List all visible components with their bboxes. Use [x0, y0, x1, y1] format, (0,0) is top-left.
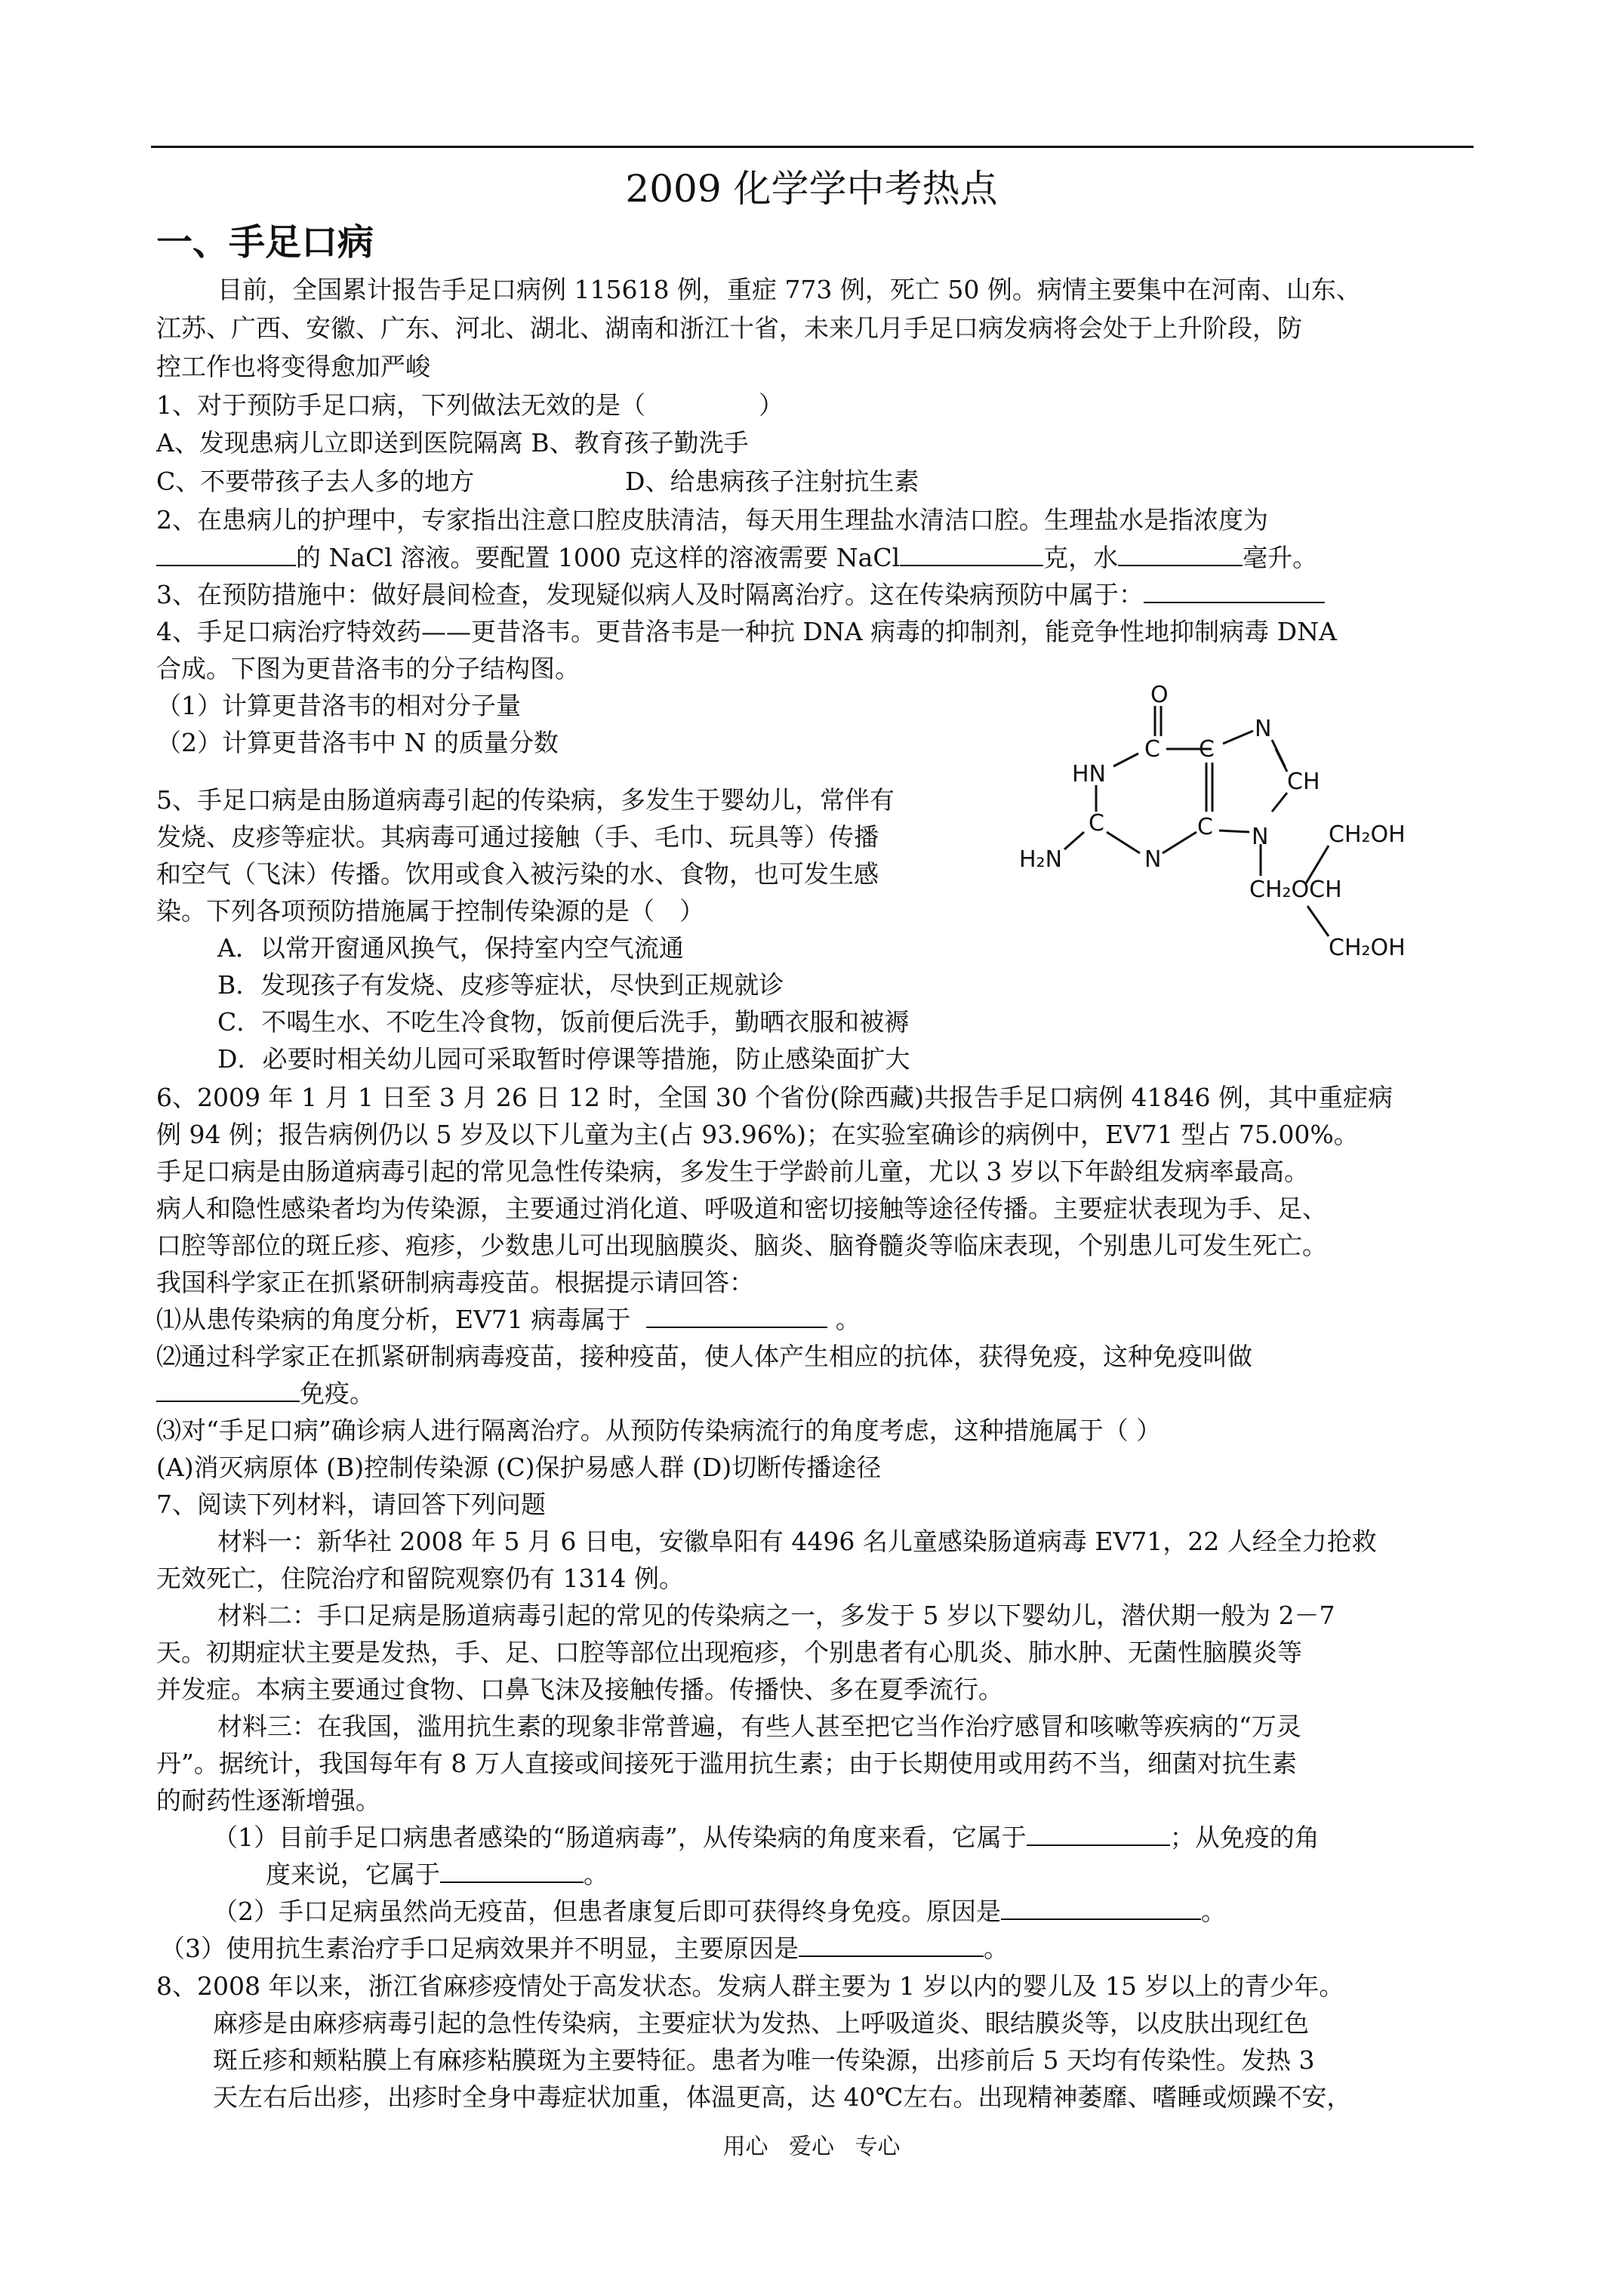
question-6-sub1-end: 。 — [835, 1305, 861, 1334]
atom-label: N — [1252, 824, 1269, 850]
material-3-line: 材料三：在我国，滥用抗生素的现象非常普遍，有些人甚至把它当作治疗感冒和咳嗽等疾病的“万灵 — [217, 1712, 1301, 1741]
question-7-sub2-text: （2）手口足病虽然尚无疫苗，但患者康复后即可获得终身免疫。原因是 — [213, 1897, 1001, 1926]
intro-line: 控工作也将变得愈加严峻 — [156, 352, 430, 381]
question-6-sub1 — [156, 1303, 861, 1336]
answer-blank[interactable] — [156, 542, 296, 566]
question-7-stem: 7、阅读下列材料，请回答下列问题 — [156, 1490, 546, 1519]
question-4-line: 合成。下图为更昔洛韦的分子结构图。 — [156, 654, 580, 683]
atom-label: N — [1144, 846, 1162, 873]
atom-label: O — [1150, 682, 1169, 708]
atom-label: C — [1144, 736, 1160, 763]
question-5-line: 发烧、皮疹等症状。其病毒可通过接触（手、毛巾、玩具等）传播 — [156, 822, 879, 852]
page-footer: 用心 爱心 专心 — [722, 2134, 901, 2160]
question-7-sub2 — [213, 1895, 1226, 1928]
question-1-option-a: A、发现患病儿立即送到医院隔离 B、教育孩子勤洗手 — [156, 428, 749, 458]
question-7-sub2-end: 。 — [1201, 1897, 1226, 1926]
question-1-option-c: C、不要带孩子去人多的地方 — [156, 467, 475, 496]
ganciclovir-structure-diagram — [1012, 664, 1480, 982]
material-2-line: 并发症。本病主要通过食物、口鼻飞沫及接触传播。传播快、多在夏季流行。 — [156, 1675, 1003, 1704]
atom-label: C — [1089, 810, 1104, 837]
atom-label: N — [1255, 716, 1272, 742]
question-7-sub3-end: 。 — [984, 1934, 1009, 1963]
material-2-line: 材料二：手口足病是肠道病毒引起的常见的传染病之一，多发于 5 岁以下婴幼儿，潜伏期一般为 2－7 — [217, 1601, 1335, 1630]
answer-blank[interactable] — [1144, 579, 1325, 603]
question-8-line: 8、2008 年以来，浙江省麻疹疫情处于高发状态。发病人群主要为 1 岁以内的婴儿及 15 岁以上的青少年。 — [156, 1971, 1344, 2001]
question-7-sub1-end: 。 — [584, 1860, 608, 1889]
atom-label: C — [1197, 814, 1213, 840]
atom-label: CH₂OH — [1329, 935, 1406, 961]
question-2-text: 克，水 — [1043, 543, 1119, 572]
material-2-line: 天。初期症状主要是发热，手、足、口腔等部位出现疱疹，个别患者有心肌炎、肺水肿、无菌性脑膜炎等 — [156, 1638, 1302, 1667]
question-5-option: B．发现孩子有发烧、皮疹等症状，尽快到正规就诊 — [217, 970, 784, 1000]
question-7-sub1-text: 度来说，它属于 — [266, 1860, 440, 1889]
question-4-sub1: （1）计算更昔洛韦的相对分子量 — [156, 691, 521, 720]
atom-label: CH₂OCH — [1249, 877, 1342, 903]
question-4-line: 4、手足口病治疗特效药——更昔洛韦。更昔洛韦是一种抗 DNA 病毒的抑制剂，能竞争性地抑制病毒 DNA — [156, 617, 1337, 646]
question-7-sub1-text: ；从免疫的角 — [1169, 1823, 1320, 1852]
question-5-line: 染。下列各项预防措施属于控制传染源的是（ ） — [156, 896, 704, 926]
question-3 — [156, 578, 1325, 612]
question-5-option: D．必要时相关幼儿园可采取暂时停课等措施，防止感染面扩大 — [217, 1044, 910, 1074]
answer-blank[interactable] — [440, 1859, 584, 1883]
question-6-sub2-end: 免疫。 — [300, 1379, 374, 1408]
material-3-line: 丹”。据统计，我国每年有 8 万人直接或间接死于滥用抗生素；由于长期使用或用药不当，细菌对抗生素 — [156, 1749, 1297, 1778]
atom-label: HN — [1072, 761, 1106, 787]
question-5-option: C．不喝生水、不吃生冷食物，饭前便后洗手，勤晒衣服和被褥 — [217, 1007, 910, 1037]
material-1-line: 无效死亡，住院治疗和留院观察仍有 1314 例。 — [156, 1564, 684, 1593]
question-8-line: 斑丘疹和颊粘膜上有麻疹粘膜斑为主要特征。患者为唯一传染源，出疹前后 5 天均有传染性。发热 3 — [213, 2045, 1315, 2075]
material-3-line: 的耐药性逐渐增强。 — [156, 1786, 380, 1815]
question-6-sub3-options: (A)消灭病原体 (B)控制传染源 (C)保护易感人群 (D)切断传播途径 — [156, 1453, 882, 1482]
question-8-line: 天左右后出疹，出疹时全身中毒症状加重，体温更高，达 40℃左右。出现精神萎靡、嗜睡或烦躁不安， — [213, 2082, 1352, 2112]
question-8-line: 麻疹是由麻疹病毒引起的急性传染病，主要症状为发热、上呼吸道炎、眼结膜炎等，以皮肤出现红色 — [213, 2008, 1309, 2038]
question-1-end: ） — [759, 390, 784, 420]
intro-line: 目前，全国累计报告手足口病例 115618 例，重症 773 例，死亡 50 例。病情主要集中在河南、山东、 — [217, 275, 1361, 304]
question-3-text: 3、在预防措施中：做好晨间检查，发现疑似病人及时隔离治疗。这在传染病预防中属于： — [156, 580, 1144, 609]
question-4-sub2: （2）计算更昔洛韦中 N 的质量分数 — [156, 728, 559, 757]
question-2-line2 — [156, 541, 1317, 575]
question-6-line: 我国科学家正在抓紧研制病毒疫苗。根据提示请回答： — [156, 1268, 754, 1297]
answer-blank[interactable] — [1001, 1896, 1201, 1920]
question-6-line: 例 94 例；报告病例仍以 5 岁及以下儿童为主(占 93.96%)；在实验室确诊的病例中，EV71 型占 75.00%。 — [156, 1120, 1359, 1149]
question-6-sub2-line2 — [156, 1377, 374, 1410]
answer-blank[interactable] — [646, 1304, 827, 1328]
intro-line: 江苏、广西、安徽、广东、河北、湖北、湖南和浙江十省，未来几月手足口病发病将会处于上升阶段，防 — [156, 313, 1302, 343]
question-2-line: 2、在患病儿的护理中，专家指出注意口腔皮肤清洁，每天用生理盐水清洁口腔。生理盐水是指浓度为 — [156, 505, 1268, 535]
atom-label: CH — [1287, 769, 1320, 795]
answer-blank[interactable] — [799, 1933, 984, 1957]
question-7-sub1 — [213, 1821, 1320, 1854]
question-6-line: 口腔等部位的斑丘疹、疱疹，少数患儿可出现脑膜炎、脑炎、脑脊髓炎等临床表现，个别患儿可发生死亡。 — [156, 1231, 1327, 1260]
question-2-text: 的 NaCl 溶液。要配置 1000 克这样的溶液需要 NaCl — [296, 543, 901, 572]
question-6-line: 病人和隐性感染者均为传染源，主要通过消化道、呼吸道和密切接触等途径传播。主要症状表现为手、足、 — [156, 1194, 1327, 1223]
question-2-text: 毫升。 — [1243, 543, 1318, 572]
atom-label: C — [1199, 736, 1215, 763]
question-1-text: 1、对于预防手足口病，下列做法无效的是（ — [156, 390, 645, 420]
atom-label: H₂N — [1019, 846, 1063, 873]
question-1-option-d: D、给患病孩子注射抗生素 — [625, 467, 919, 496]
question-6-sub2: ⑵通过科学家正在抓紧研制病毒疫苗，接种疫苗，使人体产生相应的抗体，获得免疫，这种免疫叫做 — [156, 1342, 1252, 1371]
answer-blank[interactable] — [1118, 542, 1243, 566]
page-title: 2009 化学学中考热点 — [625, 167, 998, 211]
question-1-stem — [156, 389, 784, 422]
question-7-sub3-text: （3）使用抗生素治疗手口足病效果并不明显，主要原因是 — [160, 1934, 799, 1963]
question-6-sub1-text: ⑴从患传染病的角度分析，EV71 病毒属于 — [156, 1305, 631, 1334]
question-5-line: 5、手足口病是由肠道病毒引起的传染病，多发生于婴幼儿，常伴有 — [156, 785, 895, 815]
question-7-sub3 — [160, 1932, 1009, 1965]
question-5-line: 和空气（飞沫）传播。饮用或食入被污染的水、食物，也可发生感 — [156, 859, 879, 889]
material-1-line: 材料一：新华社 2008 年 5 月 6 日电，安徽阜阳有 4496 名儿童感染肠道病毒 EV71，22 人经全力抢救 — [217, 1527, 1377, 1556]
top-rule — [151, 146, 1474, 148]
question-6-line: 6、2009 年 1 月 1 日至 3 月 26 日 12 时，全国 30 个省份(除西藏)共报告手足口病例 41846 例，其中重症病 — [156, 1083, 1394, 1112]
question-5-option: A．以常开窗通风换气，保持室内空气流通 — [217, 933, 684, 963]
answer-blank[interactable] — [645, 391, 759, 414]
section-heading: 一、手足口病 — [156, 221, 374, 264]
answer-blank[interactable] — [156, 1378, 300, 1402]
question-7-sub1-text: （1）目前手足口病患者感染的“肠道病毒”，从传染病的角度来看，它属于 — [213, 1823, 1027, 1852]
answer-blank[interactable] — [1027, 1822, 1170, 1846]
question-7-sub1-cont — [266, 1858, 608, 1891]
answer-blank[interactable] — [900, 542, 1043, 566]
question-6-line: 手足口病是由肠道病毒引起的常见急性传染病，多发生于学龄前儿童，尤以 3 岁以下年龄组发病率最高。 — [156, 1157, 1309, 1186]
question-6-sub3: ⑶对“手足口病”确诊病人进行隔离治疗。从预防传染病流行的角度考虑，这种措施属于（ ） — [156, 1416, 1162, 1445]
atom-label: CH₂OH — [1329, 821, 1406, 848]
